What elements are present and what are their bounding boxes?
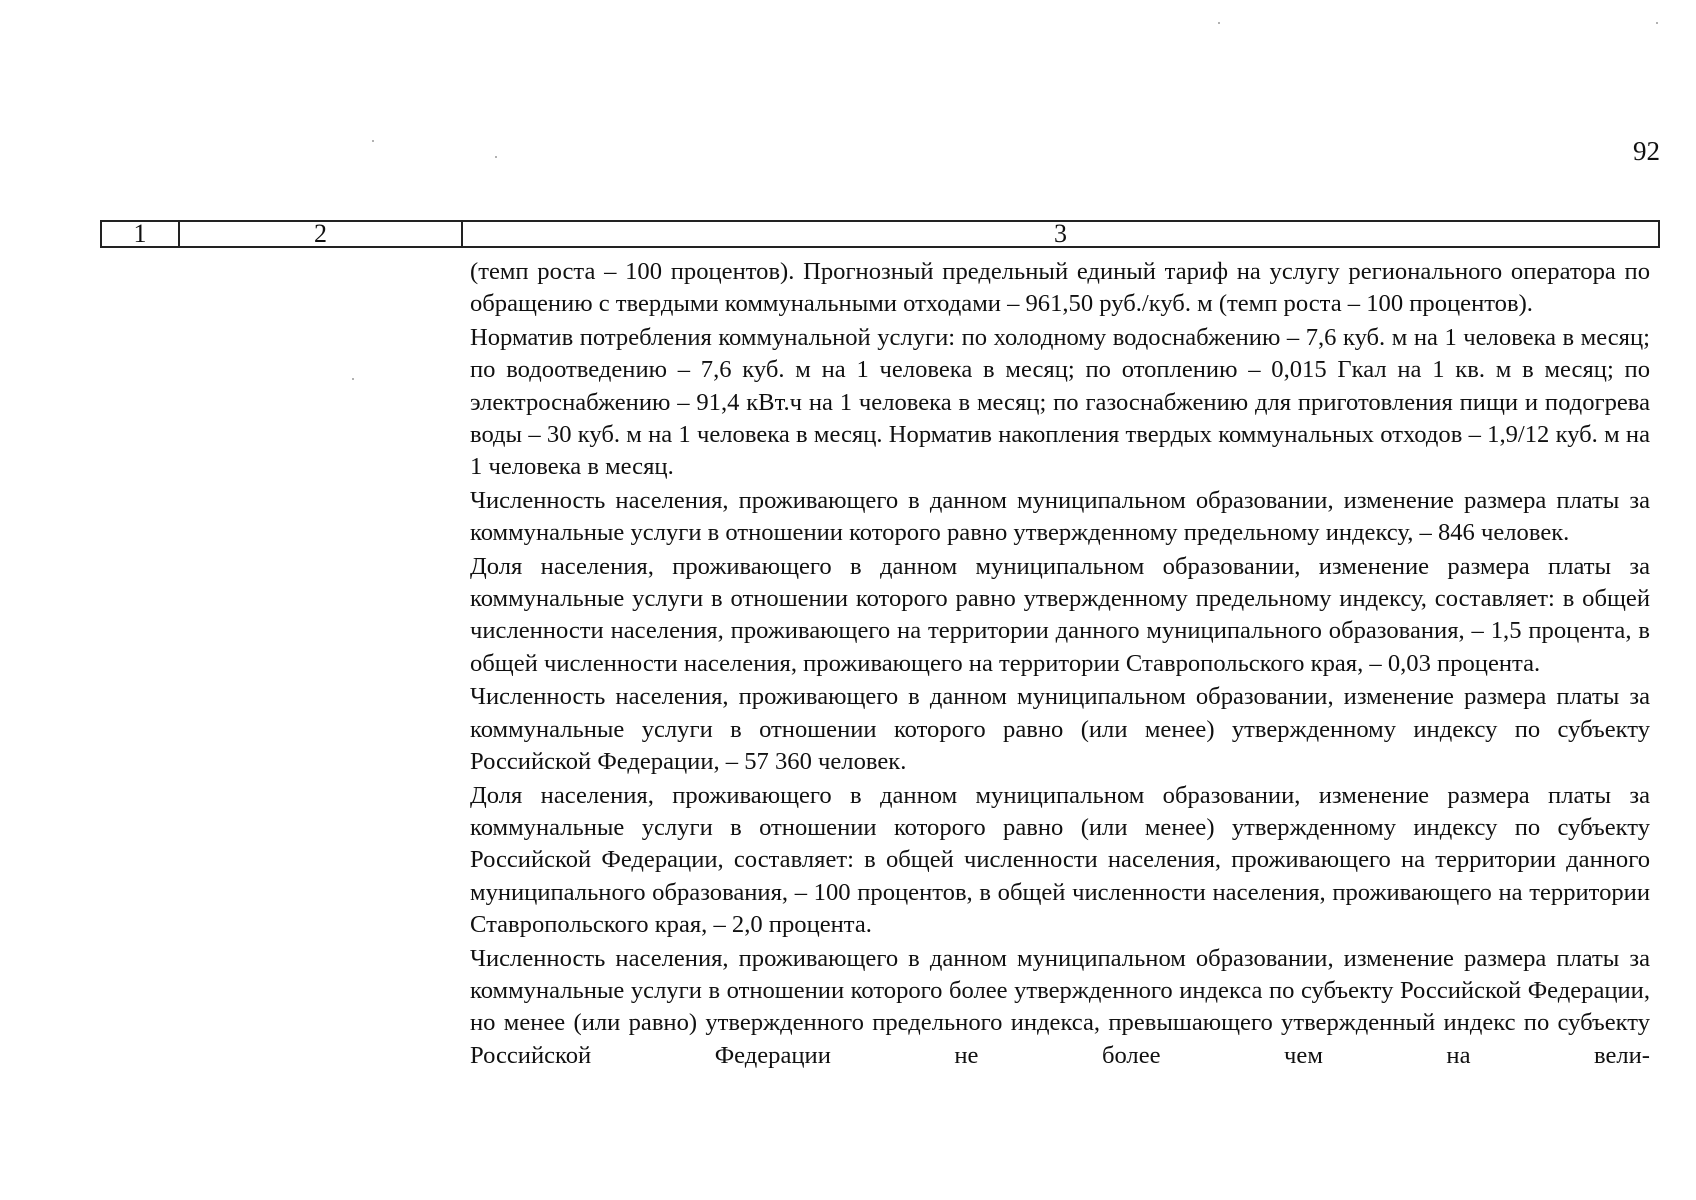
- scan-speck: [352, 378, 354, 380]
- table-header-col-3: 3: [1054, 219, 1067, 248]
- table-header-col-1: 1: [102, 222, 180, 246]
- table-header-col-2: 2: [180, 222, 463, 246]
- scan-speck: [1218, 22, 1220, 24]
- paragraph-tariff-continuation: (темп роста – 100 процентов). Прогнозный предельный единый тариф на услугу регионального оператора по обращению с твердыми коммунальными отходами – 961,50 руб./куб. м (темп роста – 100 процентов).: [470, 258, 1650, 318]
- scan-speck: [1656, 22, 1658, 24]
- paragraph-share-subject-index: Доля населения, проживающего в данном муниципальном образовании, изменение размера платы за коммунальные услуги в отношении которого равно (или менее) утвержденному индексу по субъекту Российской Федерации, составляет: в общей численности населения, проживающего на территории данного муниципального образования, – 100 процентов, в общей численности населения, проживающего на территории Ставропольского края, – 2,0 процента.: [470, 781, 1650, 939]
- paragraph-share-limit-index: Доля населения, проживающего в данном муниципальном образовании, изменение размера платы за коммунальные услуги в отношении которого равно утвержденному предельному индексу, составляет: в общей численности населения, проживающего на территории данного муниципального образования, – 1,5 процента, в общей численности населения, проживающего на территории Ставропольского края, – 0,03 процента.: [470, 552, 1650, 677]
- paragraph-population-limit-index: Численность населения, проживающего в данном муниципальном образовании, изменение размера платы за коммунальные услуги в отношении которого равно утвержденному предельному индексу, – 846 человек.: [470, 486, 1650, 547]
- column-3-content: [470, 256, 1650, 1073]
- scan-speck: [372, 140, 374, 142]
- paragraph-population-subject-index: Численность населения, проживающего в данном муниципальном образовании, изменение размера платы за коммунальные услуги в отношении которого равно (или менее) утвержденному индексу по субъекту Российской Федерации, – 57 360 человек.: [470, 683, 1650, 776]
- paragraph-consumption-norms: Норматив потребления коммунальной услуги: по холодному водоснабжению – 7,6 куб. м на 1 человека в месяц; по водоотведению – 7,6 куб. м на 1 человека в месяц; по отоплению – 0,015 Гкал на 1 кв. м в месяц; по электроснабжению – 91,4 кВт.ч на 1 человека в месяц; по газоснабжению для приготовления пищи и подогрева воды – 30 куб. м на 1 человека в месяц. Норматив накопления твердых коммунальных отходов – 1,9/12 куб. м на 1 человека в месяц.: [470, 323, 1650, 481]
- page-number: 92: [1633, 136, 1660, 166]
- scan-speck: [495, 156, 497, 158]
- table-header-row: [100, 220, 1660, 248]
- paragraph-population-between-indexes: Численность населения, проживающего в данном муниципальном образовании, изменение размера платы за коммунальные услуги в отношении которого более утвержденного индекса по субъекту Российской Федерации, но менее (или равно) утвержденного предельного индекса, превышающего утвержденный индекс по субъекту Российской Федерации не более чем на вели-: [470, 944, 1650, 1069]
